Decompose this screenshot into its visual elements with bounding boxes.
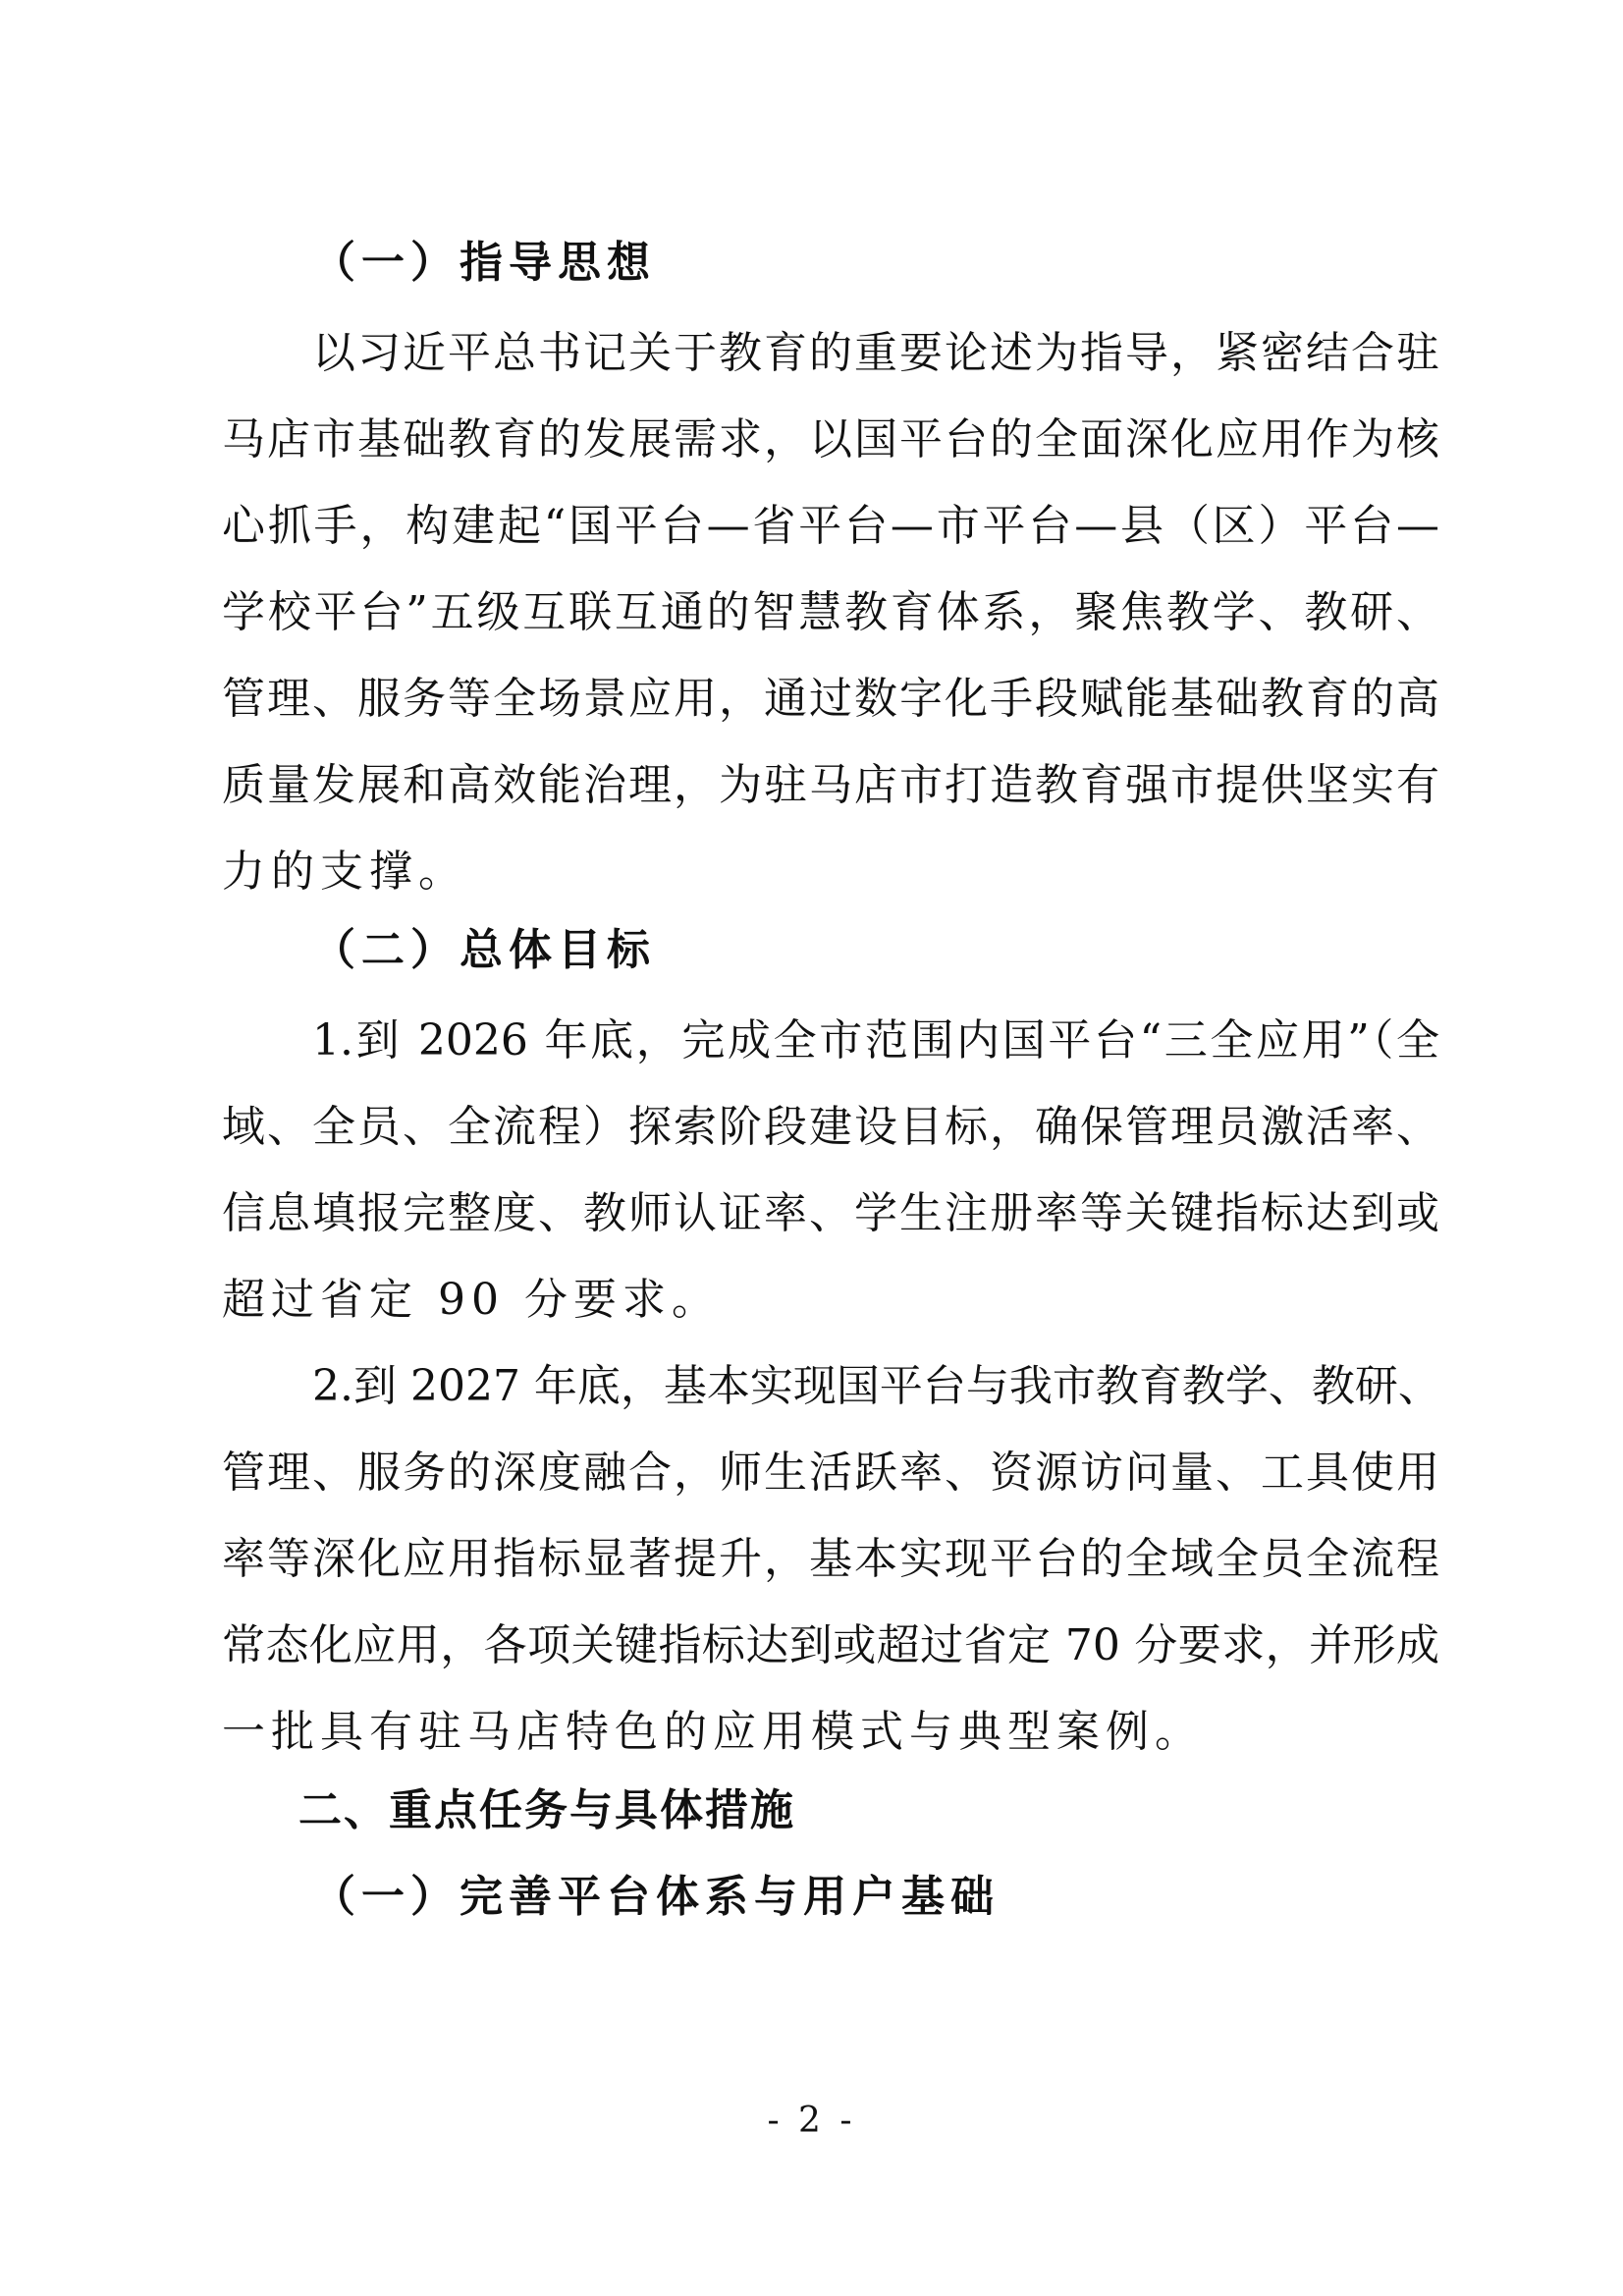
goal-item-line: 信息填报完整度、教师认证率、学生注册率等关键指标达到或	[222, 1188, 1439, 1238]
section-heading-guiding-ideology: （一）指导思想	[312, 238, 656, 288]
paragraph-line: 力的支撑。	[222, 847, 467, 897]
goal-item-line: 1.到 2026 年底，完成全市范围内国平台“三全应用”（全	[312, 1015, 1439, 1066]
paragraph-line: 管理、服务等全场景应用，通过数字化手段赋能基础教育的高	[222, 674, 1439, 724]
goal-item-line: 域、全员、全流程）探索阶段建设目标，确保管理员激活率、	[222, 1102, 1439, 1152]
goal-item-line: 率等深化应用指标显著提升，基本实现平台的全域全员全流程	[222, 1534, 1439, 1584]
section-heading-overall-goals: （二）总体目标	[312, 925, 656, 975]
sub-heading-platform-system: （一）完善平台体系与用户基础	[312, 1872, 1000, 1922]
paragraph-line: 质量发展和高效能治理，为驻马店市打造教育强市提供坚实有	[222, 760, 1439, 810]
paragraph-line: 心抓手，构建起“国平台—省平台—市平台—县（区）平台—	[222, 501, 1439, 551]
goal-item-line: 常态化应用，各项关键指标达到或超过省定 70 分要求，并形成	[222, 1620, 1439, 1670]
paragraph-line: 马店市基础教育的发展需求，以国平台的全面深化应用作为核	[222, 414, 1439, 465]
goal-item-line: 超过省定 90 分要求。	[222, 1275, 721, 1325]
goal-item-line: 管理、服务的深度融合，师生活跃率、资源访问量、工具使用	[222, 1448, 1439, 1498]
goal-item-line: 2.到 2027 年底，基本实现国平台与我市教育教学、教研、	[312, 1361, 1441, 1411]
goal-item-line: 一批具有驻马店特色的应用模式与典型案例。	[222, 1707, 1204, 1757]
part-heading-key-tasks: 二、重点任务与具体措施	[298, 1785, 795, 1835]
paragraph-line: 以习近平总书记关于教育的重要论述为指导，紧密结合驻	[312, 328, 1439, 378]
page-number: - 2 -	[767, 2101, 856, 2141]
paragraph-line: 学校平台”五级互联互通的智慧教育体系，聚焦教学、教研、	[222, 587, 1439, 637]
